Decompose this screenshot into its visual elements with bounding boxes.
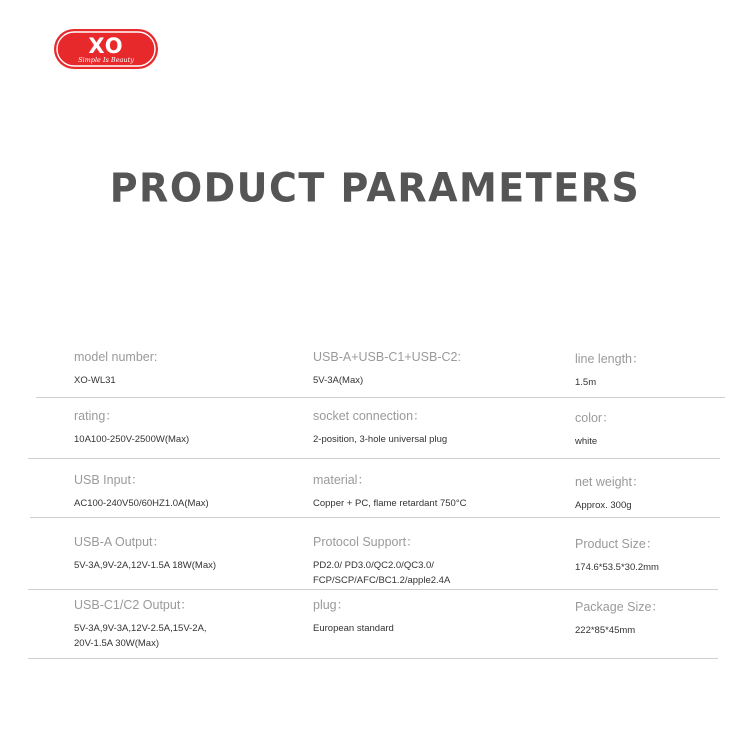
page-title: PRODUCT PARAMETERS [109, 164, 641, 212]
param-value [575, 434, 735, 449]
param-label: Protocol Support： [313, 535, 419, 549]
param-value-line: PD2.0/ PD3.0/QC2.0/QC3.0/ [313, 560, 434, 571]
param-label: line length： [575, 352, 645, 366]
param-value [74, 373, 304, 388]
param-label: model number: [74, 350, 158, 364]
param-value [313, 432, 563, 447]
param-value [74, 496, 304, 511]
param-cell [575, 410, 735, 449]
logo-text: XO [88, 34, 124, 58]
param-value-line: 10A100-250V-2500W(Max) [74, 434, 190, 445]
param-value [575, 560, 735, 575]
param-value-line: 174.6*53.5*30.2mm [575, 562, 659, 573]
param-cell [74, 597, 304, 651]
param-value [313, 558, 563, 588]
param-label: Package Size： [575, 600, 664, 614]
param-value [74, 558, 304, 573]
param-value [575, 623, 735, 638]
param-value-line: 5V-3A,9V-2A,12V-1.5A 18W(Max) [74, 560, 217, 571]
param-label: net weight： [575, 475, 645, 489]
param-value-line: Copper + PC, flame retardant 750°C [313, 498, 467, 509]
param-value [575, 375, 735, 390]
param-label: rating： [74, 409, 118, 423]
row-divider [28, 458, 720, 459]
param-value-line: XO-WL31 [74, 375, 116, 386]
param-value-line: 1.5m [575, 377, 597, 388]
param-label: material： [313, 473, 370, 487]
param-value-line: AC100-240V50/60HZ1.0A(Max) [74, 498, 209, 509]
param-value [313, 496, 563, 511]
param-cell [575, 536, 735, 575]
param-label: USB-C1/C2 Output： [74, 598, 193, 612]
param-cell [575, 351, 735, 390]
row-divider [36, 397, 725, 398]
param-cell [575, 599, 735, 638]
row-divider [28, 658, 718, 659]
param-value [313, 373, 563, 388]
param-value-line: FCP/SCP/AFC/BC1.2/apple2.4A [313, 575, 451, 586]
param-label: color： [575, 411, 615, 425]
param-cell [575, 474, 735, 513]
logo-slogan: Simple Is Beauty [78, 56, 134, 64]
param-value [74, 621, 304, 651]
param-value [74, 432, 304, 447]
param-value-line: 5V-3A,9V-3A,12V-2.5A,15V-2A, [74, 623, 207, 634]
param-cell [313, 349, 563, 388]
row-divider [28, 589, 718, 590]
param-value [575, 498, 735, 513]
param-value-line: European standard [313, 623, 394, 634]
param-cell [313, 408, 563, 447]
param-value-line: white [575, 436, 598, 447]
param-cell [313, 597, 563, 636]
param-cell [74, 472, 304, 511]
param-label: plug： [313, 598, 350, 612]
param-cell [313, 534, 563, 588]
param-label: USB-A+USB-C1+USB-C2: [313, 350, 461, 364]
param-value-line: Approx. 300g [575, 500, 632, 511]
param-label: USB-A Output： [74, 535, 166, 549]
param-label: Product Size： [575, 537, 659, 551]
param-value-line: 222*85*45mm [575, 625, 636, 636]
param-value-line: 20V-1.5A 30W(Max) [74, 638, 160, 649]
row-divider [30, 517, 720, 518]
param-cell [313, 472, 563, 511]
param-cell [74, 534, 304, 573]
param-label: socket connection： [313, 409, 426, 423]
param-value-line: 2-position, 3-hole universal plug [313, 434, 448, 445]
param-cell [74, 408, 304, 447]
param-cell [74, 349, 304, 388]
param-label: USB Input： [74, 473, 144, 487]
param-value-line: 5V-3A(Max) [313, 375, 364, 386]
xo-logo [53, 28, 159, 70]
param-value [313, 621, 563, 636]
